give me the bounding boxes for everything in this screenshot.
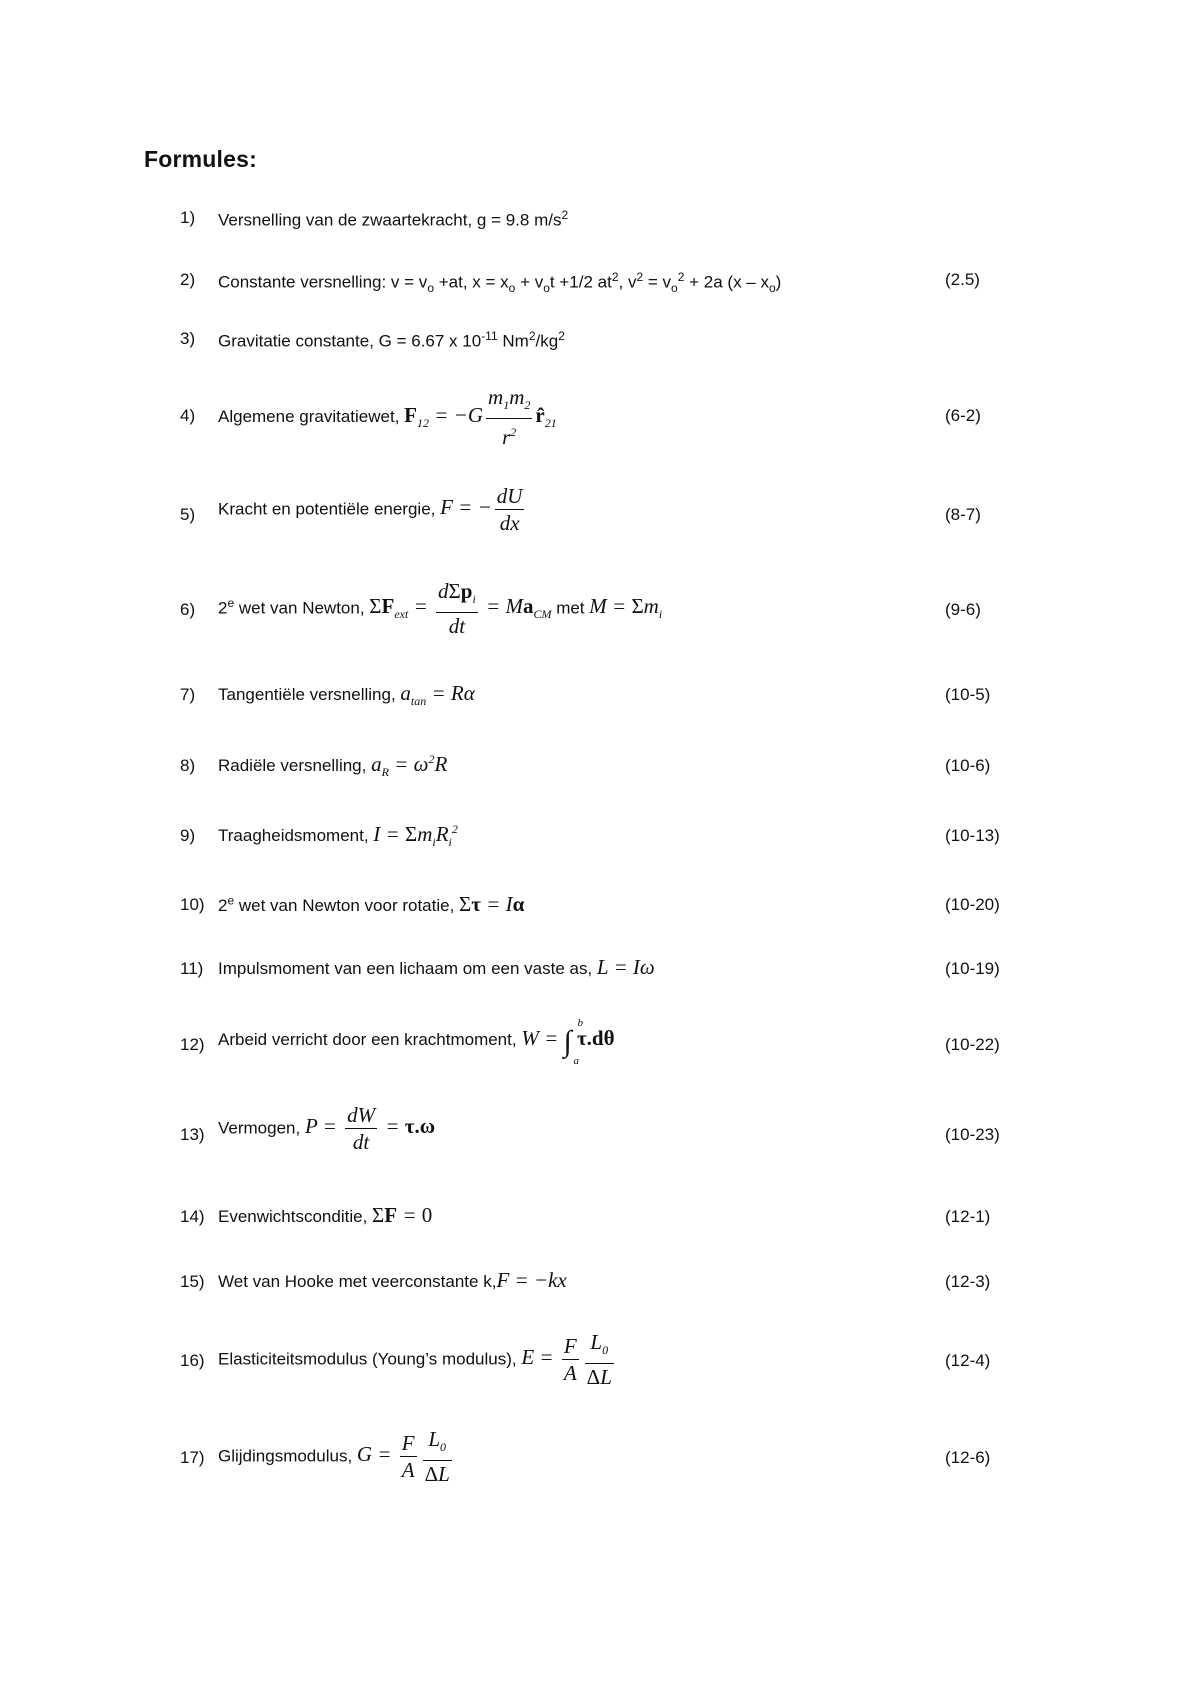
item-number: 13) <box>180 1125 205 1144</box>
formula-text: Arbeid verricht door een krachtmoment, W = ∫ b a τ.dθ <box>218 1017 615 1067</box>
formula-row <box>0 1330 1200 1431</box>
formula-text: Algemene gravitatiewet, $F_{12} = -G$ $\frac{m_1m_2}{r^2}$ $r̂_{21}$ <box>218 385 557 450</box>
item-number: 10) <box>180 895 205 914</box>
formula-row <box>0 579 1200 680</box>
formula-math: $a_R = \omega^2R$ <box>371 752 448 780</box>
formula-math: P = $\frac{dW}{dt}$ = τ.ω <box>304 1103 436 1154</box>
formula-row <box>0 752 1200 836</box>
formula-text: Elasticiteitsmodulus (Young’s modulus), E = $\frac{F}{A}$ $\frac{L_0}{\Delta L}$ <box>218 1329 617 1390</box>
formula-math: W = ∫ b a τ.dθ <box>521 1017 615 1067</box>
item-number: 9) <box>180 826 196 845</box>
formula-text: Gravitatie constante, G = 6.67 x $10^{-11}$ $Nm^2/kg^2$ <box>218 329 565 351</box>
formula-text: Constante versnelling: $v = v_o +at$, $x = x_o + v_ot +1/2$ $at^2$, $v^2 = v_o^2 + 2a$ $(x - x_o)$ <box>218 270 782 296</box>
item-number: 8) <box>180 756 196 775</box>
equation-reference: (6-2) <box>945 406 981 425</box>
item-number: 3) <box>180 329 196 348</box>
formula-math: ΣF = 0 <box>372 1203 433 1227</box>
item-number: 15) <box>180 1272 205 1291</box>
formula-math: E = $\frac{F}{A}$ $\frac{L_0}{\Delta L}$ <box>521 1330 612 1390</box>
formula-math: $F_{12} = -G$ $\frac{m_1m_2}{r^2}$ $r̂_{21}$ <box>404 385 557 450</box>
equation-reference: (10-5) <box>945 685 991 704</box>
formula-row <box>0 329 1200 409</box>
item-number: 11) <box>180 959 204 978</box>
item-number: 1) <box>180 208 196 227</box>
formula-row <box>0 1427 1200 1528</box>
item-number: 17) <box>180 1448 205 1467</box>
equation-reference: (10-20) <box>945 895 1000 914</box>
formula-text: Radiële versnelling, $a_R = \omega^2R$ <box>218 752 448 780</box>
item-number: 6) <box>180 600 196 619</box>
formula-text: Vermogen, P = $\frac{dW}{dt}$ = τ.ω <box>218 1103 436 1154</box>
formula-math: G = $\frac{F}{A}$ $\frac{L_0}{\Delta L}$ <box>356 1427 450 1487</box>
equation-reference: (10-23) <box>945 1125 1000 1144</box>
formula-row <box>0 1103 1200 1205</box>
equation-reference: (12-1) <box>945 1207 991 1226</box>
formula-row <box>0 681 1200 765</box>
formula-text: Evenwichtsconditie, ΣF = 0 <box>218 1203 433 1227</box>
formula-math: F = −kx <box>496 1268 567 1292</box>
equation-reference: (10-13) <box>945 826 1000 845</box>
item-number: 12) <box>180 1035 205 1054</box>
equation-reference: (8-7) <box>945 505 981 524</box>
item-number: 5) <box>180 505 196 524</box>
formula-text: Tangentiële versnelling, $a_{tan} = R\alpha$ <box>218 681 475 709</box>
formula-row <box>0 1017 1200 1115</box>
formula-math: Στ = Iα <box>459 892 525 916</box>
equation-reference: (10-22) <box>945 1035 1000 1054</box>
formula-row <box>0 484 1200 585</box>
formula-row <box>0 822 1200 906</box>
formula-math: $\Sigma F_{ext}$ = $\frac{d\Sigma p_i}{dt}$ = $Ma_{CM}$ <box>369 579 552 639</box>
equation-reference: (12-4) <box>945 1351 991 1370</box>
equation-reference: (9-6) <box>945 600 981 619</box>
formula-text: Kracht en potentiële energie, F = − $\frac{dU}{dx}$ <box>218 483 527 536</box>
item-number: 7) <box>180 685 196 704</box>
formula-text: 2e wet van Newton, $\Sigma F_{ext}$ = $\frac{d\Sigma p_i}{dt}$ = $Ma_{CM}$ met $M = \Sigma m_i$ <box>218 579 663 639</box>
formula-row <box>0 385 1200 480</box>
item-number: 14) <box>180 1207 205 1226</box>
equation-reference: (12-3) <box>945 1272 991 1291</box>
formula-text: 2e wet van Newton voor rotatie, Στ = Iα <box>218 892 525 916</box>
equation-reference: (12-6) <box>945 1448 991 1467</box>
item-number: 16) <box>180 1351 205 1370</box>
formula-text: Versnelling van de zwaartekracht, g = 9.8 $m/s^2$ <box>218 208 569 230</box>
equation-reference: (2.5) <box>945 270 980 289</box>
formula-math: F = − $\frac{dU}{dx}$ <box>440 484 523 535</box>
formula-math: L = Iω <box>596 955 655 979</box>
formula-text: Wet van Hooke met veerconstante k,F = −kx <box>218 1268 567 1292</box>
formula-math: $a_{tan} = R\alpha$ <box>400 681 475 709</box>
item-number: 4) <box>180 406 196 425</box>
equation-reference: (10-19) <box>945 959 1000 978</box>
equation-reference: (10-6) <box>945 756 991 775</box>
formula-math: $I = \Sigma m_iR_i^2$ <box>373 822 458 850</box>
item-number: 2) <box>180 270 196 289</box>
formula-text: Impulsmoment van een lichaam om een vaste as, L = Iω <box>218 955 655 979</box>
page-title: Formules: <box>144 146 257 172</box>
formula-text: Traagheidsmoment, $I = \Sigma m_iR_i^2$ <box>218 822 458 850</box>
formula-text: Glijdingsmodulus, G = $\frac{F}{A}$ $\frac{L_0}{\Delta L}$ <box>218 1426 455 1487</box>
